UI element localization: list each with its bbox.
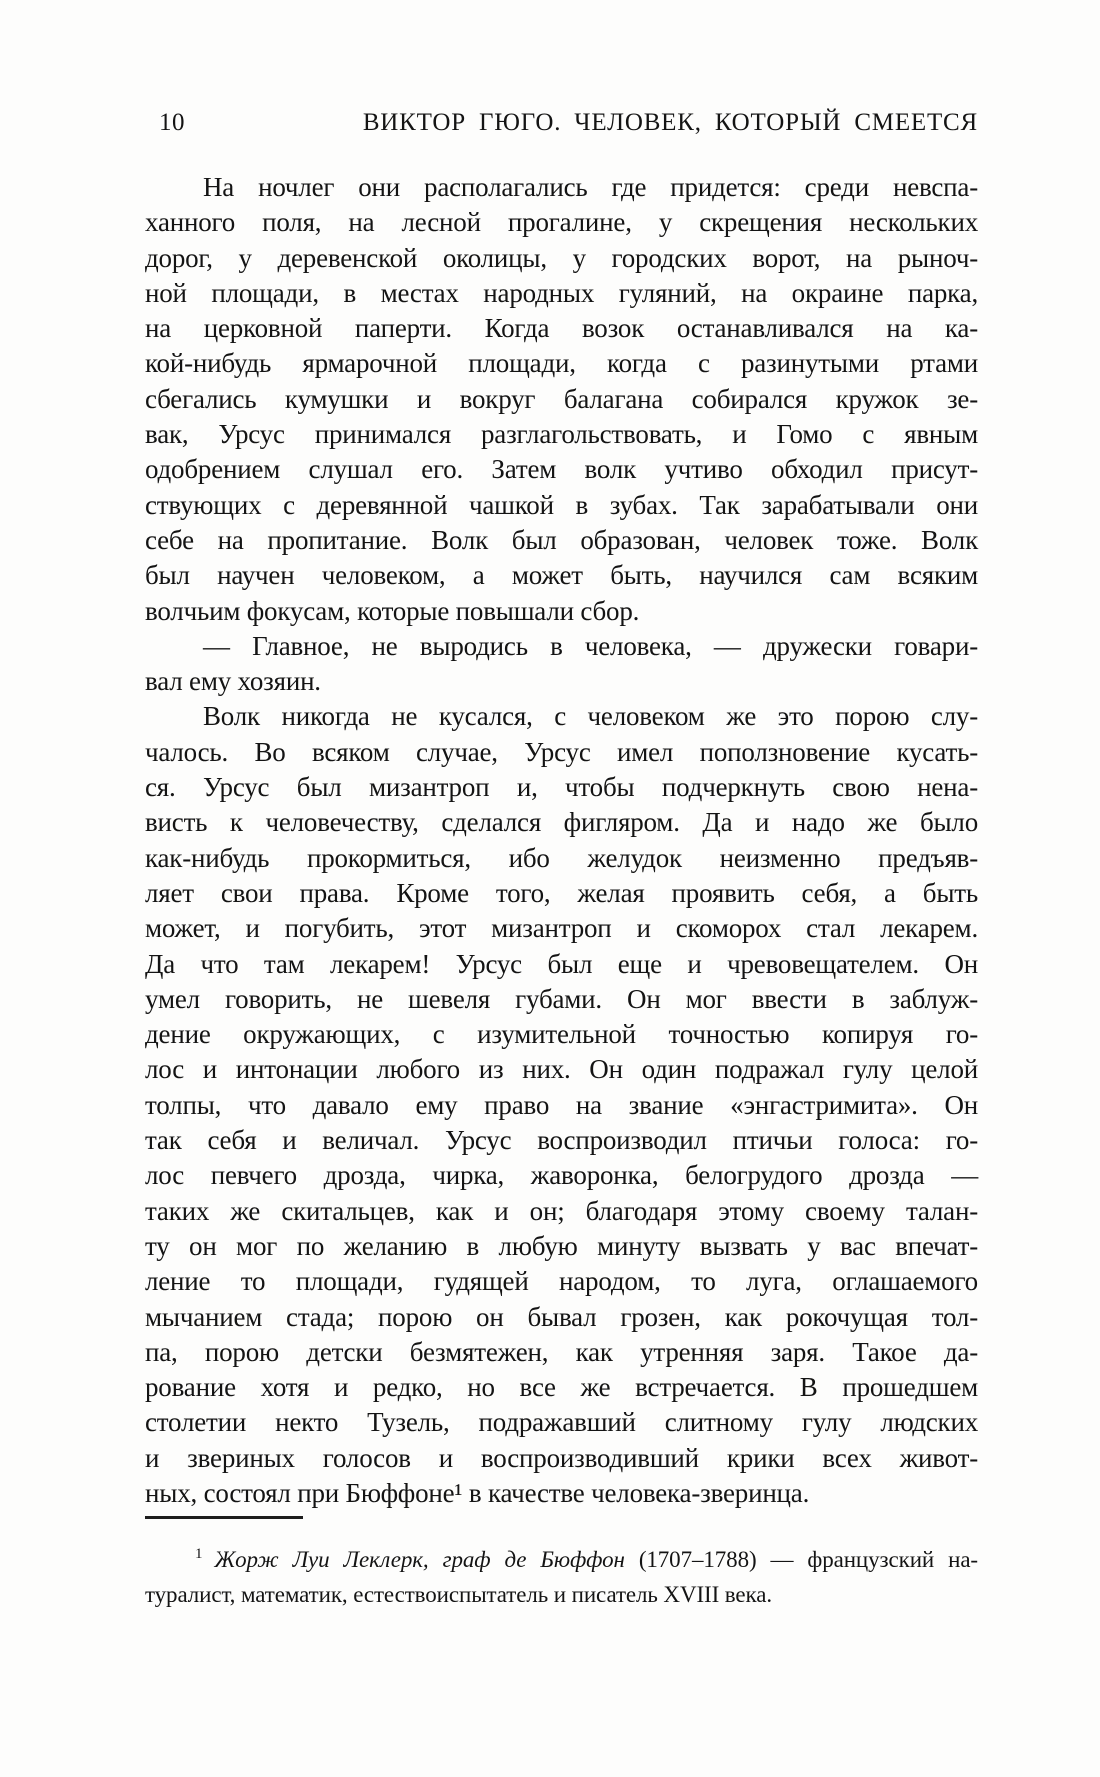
body-line: был научен человеком, а может быть, научился сам всяким (145, 560, 978, 591)
footnote-author-italic: Жорж Луи Леклерк, граф де Бюффон (214, 1547, 625, 1572)
body-line: дение окружающих, с изумительной точностью копируя го- (145, 1019, 978, 1050)
body-line: кой-нибудь ярмарочной площади, когда с разинутыми ртами (145, 348, 978, 379)
body-line: вал ему хозяин. (145, 666, 321, 697)
body-paragraph (145, 629, 978, 700)
body-line: сбегались кумушки и вокруг балагана собирался кружок зе- (145, 383, 978, 414)
body-text (145, 170, 978, 1511)
body-line: рование хотя и редко, но все же встречается. В прошедшем (145, 1372, 978, 1403)
body-line: висть к человечеству, сделался фигляром. Да и надо же было (145, 807, 978, 838)
body-line: лос и интонации любого из них. Он один подражал гулу целой (145, 1054, 978, 1085)
body-line: толпы, что давало ему право на звание «энгастримита». Он (145, 1089, 978, 1120)
body-line: Волк никогда не кусался, с человеком же это порою слу- (203, 701, 978, 732)
body-line: может, и погубить, этот мизантроп и скоморох стал лекарем. (145, 913, 978, 944)
footnote-text (145, 1537, 978, 1612)
body-line: ляет свои права. Кроме того, желая проявить себя, а быть (145, 877, 978, 908)
body-line: мычанием стада; порою он бывал грозен, как рокочущая тол- (145, 1301, 978, 1332)
body-line: дорог, у деревенской околицы, у городских ворот, на рыноч- (145, 242, 978, 273)
body-line: и звериных голосов и воспроизводивший крики всех живот- (145, 1442, 978, 1473)
body-line: На ночлег они располагались где придется: среди невспа- (203, 172, 978, 202)
body-line: чалось. Во всяком случае, Урсус имел поползновение кусать- (145, 736, 978, 767)
page-number: 10 (159, 109, 185, 136)
body-line: па, порою детски безмятежен, как утренняя заря. Такое да- (145, 1336, 978, 1367)
body-line: ных, состоял при Бюффоне¹ в качестве человека-зверинца. (145, 1477, 810, 1508)
body-line: ление то площади, гудящей народом, то луга, оглашаемого (145, 1266, 978, 1297)
body-line: как-нибудь прокормиться, ибо желудок неизменно предъяв- (145, 842, 978, 873)
footnote (145, 1516, 978, 1612)
page-header (145, 110, 978, 136)
body-line: таких же скитальцев, как и он; благодаря этому своему талан- (145, 1195, 978, 1226)
body-line: Да что там лекарем! Урсус был еще и чревовещателем. Он (145, 948, 978, 979)
footnote-marker: 1 (195, 1546, 203, 1562)
body-line: себе на пропитание. Волк был образован, человек тоже. Волк (145, 524, 978, 555)
body-line: лос певчего дрозда, чирка, жаворонка, белогрудого дрозда — (145, 1160, 978, 1191)
body-line: ханного поля, на лесной прогалине, у скрещения нескольких (145, 207, 978, 238)
footnote-line-2: туралист, математик, естествоиспытатель и писатель XVIII века. (145, 1582, 772, 1607)
body-line: ной площади, в местах народных гуляний, на окраине парка, (145, 277, 978, 308)
body-line: волчьим фокусам, которые повышали сбор. (145, 595, 640, 626)
body-line: ся. Урсус был мизантроп и, чтобы подчеркнуть свою нена- (145, 772, 978, 803)
body-paragraph (145, 170, 978, 629)
body-line: столетии некто Тузель, подражавший слитному гулу людских (145, 1407, 978, 1438)
body-line: одобрением слушал его. Затем волк учтиво обходил присут- (145, 454, 978, 485)
body-line: вак, Урсус принимался разглагольствовать, и Гомо с явным (145, 419, 978, 450)
footnote-rest: (1707–1788) — французский на- (624, 1547, 978, 1572)
body-line: так себя и величал. Урсус воспроизводил птичьи голоса: го- (145, 1125, 978, 1156)
footnote-line-1 (145, 1537, 978, 1577)
body-paragraph (145, 699, 978, 1511)
footnote-rule (145, 1516, 303, 1519)
running-title: ВИКТОР ГЮГО. ЧЕЛОВЕК, КОТОРЫЙ СМЕЕТСЯ (362, 109, 978, 136)
body-line: на церковной паперти. Когда возок останавливался на ка- (145, 313, 978, 344)
body-line: умел говорить, не шевеля губами. Он мог ввести в заблуж- (145, 983, 978, 1014)
body-line: ствующих с деревянной чашкой в зубах. Так зарабатывали они (145, 489, 978, 520)
body-line: — Главное, не выродись в человека, — дружески говари- (203, 630, 978, 661)
body-line: ту он мог по желанию в любую минуту вызвать у вас впечат- (145, 1230, 978, 1261)
